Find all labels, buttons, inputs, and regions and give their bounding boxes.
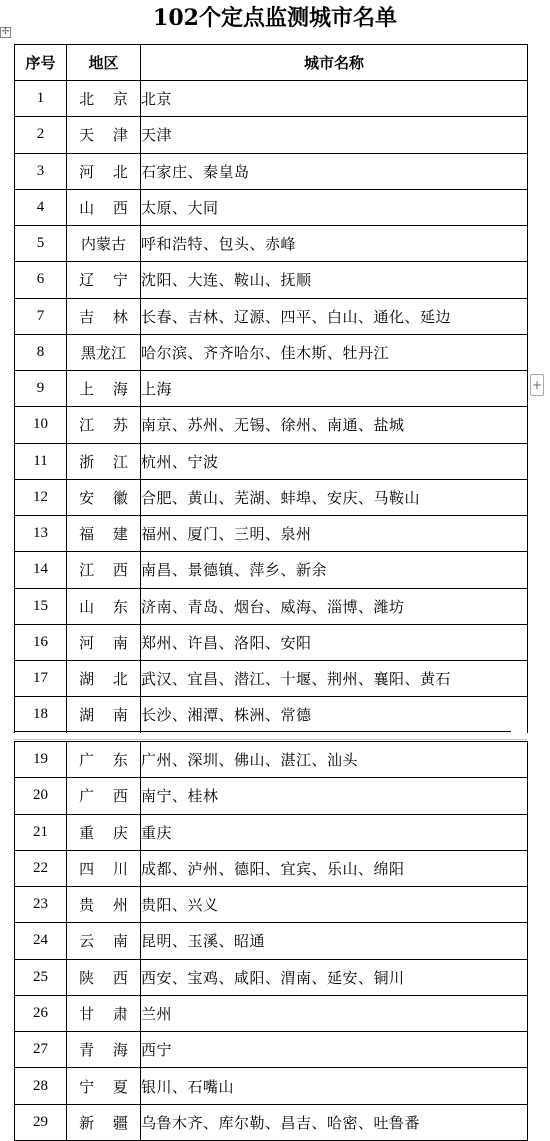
table-row: [15, 995, 528, 1031]
page-title: 102个定点监测城市名单: [153, 5, 397, 31]
row-cities-cell[interactable]: 福州、厦门、三明、泉州: [141, 516, 528, 552]
table-row: [15, 697, 528, 733]
row-no-cell[interactable]: 28: [15, 1068, 67, 1104]
row-no-cell[interactable]: 17: [15, 661, 67, 697]
row-region-cell[interactable]: 福 建: [67, 516, 141, 552]
table-move-handle-icon[interactable]: ✢: [1, 27, 10, 37]
table-row: [15, 778, 528, 814]
header-region: 地区: [67, 45, 141, 81]
city-table-page1: [14, 44, 528, 734]
row-region-cell[interactable]: 上 海: [67, 371, 141, 407]
row-no-cell[interactable]: 27: [15, 1032, 67, 1068]
row-cities-cell[interactable]: 成都、泸州、德阳、宜宾、乐山、绵阳: [141, 850, 528, 886]
row-region-cell[interactable]: 甘 肃: [67, 995, 141, 1031]
row-cities-cell[interactable]: 哈尔滨、齐齐哈尔、佳木斯、牡丹江: [141, 334, 528, 370]
row-region-cell[interactable]: 天 津: [67, 117, 141, 153]
row-region-cell[interactable]: 河 北: [67, 153, 141, 189]
table-row: [15, 742, 528, 778]
table-header-row: [15, 45, 528, 81]
table-row: [15, 516, 528, 552]
row-region-cell[interactable]: 广 东: [67, 742, 141, 778]
row-cities-cell[interactable]: 郑州、许昌、洛阳、安阳: [141, 624, 528, 660]
row-cities-cell[interactable]: 石家庄、秦皇岛: [141, 153, 528, 189]
add-row-button[interactable]: +: [530, 374, 544, 396]
row-no-cell[interactable]: 25: [15, 959, 67, 995]
row-cities-cell[interactable]: 昆明、玉溪、昭通: [141, 923, 528, 959]
row-no-cell[interactable]: 10: [15, 407, 67, 443]
row-region-cell[interactable]: 陕 西: [67, 959, 141, 995]
row-region-cell[interactable]: 四 川: [67, 850, 141, 886]
table-row: [15, 117, 528, 153]
row-region-cell[interactable]: 江 苏: [67, 407, 141, 443]
row-cities-cell[interactable]: 贵阳、兴义: [141, 887, 528, 923]
table-row: [15, 479, 528, 515]
row-region-cell[interactable]: 山 东: [67, 588, 141, 624]
row-cities-cell[interactable]: 天津: [141, 117, 528, 153]
row-cities-cell[interactable]: 银川、石嘴山: [141, 1068, 528, 1104]
page-break-line-faint: [14, 739, 527, 740]
row-no-cell[interactable]: 9: [15, 371, 67, 407]
row-cities-cell[interactable]: 乌鲁木齐、库尔勒、昌吉、哈密、吐鲁番: [141, 1104, 528, 1140]
row-cities-cell[interactable]: 合肥、黄山、芜湖、蚌埠、安庆、马鞍山: [141, 479, 528, 515]
row-no-cell[interactable]: 22: [15, 850, 67, 886]
row-no-cell[interactable]: 13: [15, 516, 67, 552]
row-no-cell[interactable]: 4: [15, 189, 67, 225]
row-cities-cell[interactable]: 长春、吉林、辽源、四平、白山、通化、延边: [141, 298, 528, 334]
city-table-page2: [14, 741, 528, 1141]
row-region-cell[interactable]: 贵 州: [67, 887, 141, 923]
table-row: [15, 1104, 528, 1140]
table-row: [15, 588, 528, 624]
row-cities-cell[interactable]: 北京: [141, 81, 528, 117]
row-no-cell[interactable]: 6: [15, 262, 67, 298]
row-region-cell[interactable]: 宁 夏: [67, 1068, 141, 1104]
header-no: 序号: [15, 45, 67, 81]
table-row: [15, 1032, 528, 1068]
table-row: [15, 226, 528, 262]
row-region-cell[interactable]: 广 西: [67, 778, 141, 814]
row-region-cell[interactable]: 北 京: [67, 81, 141, 117]
row-no-cell[interactable]: 16: [15, 624, 67, 660]
table-row: [15, 153, 528, 189]
row-no-cell[interactable]: 11: [15, 443, 67, 479]
table-row: [15, 407, 528, 443]
row-region-cell[interactable]: 重 庆: [67, 814, 141, 850]
table-row: [15, 959, 528, 995]
row-no-cell[interactable]: 19: [15, 742, 67, 778]
row-cities-cell[interactable]: 重庆: [141, 814, 528, 850]
row-region-cell[interactable]: 浙 江: [67, 443, 141, 479]
row-cities-cell[interactable]: 南昌、景德镇、萍乡、新余: [141, 552, 528, 588]
row-cities-cell[interactable]: 杭州、宁波: [141, 443, 528, 479]
table-row: [15, 334, 528, 370]
table-row: [15, 850, 528, 886]
row-no-cell[interactable]: 14: [15, 552, 67, 588]
row-no-cell[interactable]: 24: [15, 923, 67, 959]
row-no-cell[interactable]: 5: [15, 226, 67, 262]
table-row: [15, 552, 528, 588]
row-cities-cell[interactable]: 太原、大同: [141, 189, 528, 225]
row-region-cell[interactable]: 湖 北: [67, 661, 141, 697]
row-region-cell[interactable]: 云 南: [67, 923, 141, 959]
row-no-cell[interactable]: 21: [15, 814, 67, 850]
row-no-cell[interactable]: 12: [15, 479, 67, 515]
table-row: [15, 189, 528, 225]
row-region-cell[interactable]: 河 南: [67, 624, 141, 660]
row-region-cell[interactable]: 青 海: [67, 1032, 141, 1068]
table-row: [15, 814, 528, 850]
row-region-cell[interactable]: 山 西: [67, 189, 141, 225]
row-cities-cell[interactable]: 武汉、宜昌、潜江、十堰、荆州、襄阳、黄石: [141, 661, 528, 697]
table-row: [15, 262, 528, 298]
row-no-cell[interactable]: 3: [15, 153, 67, 189]
row-no-cell[interactable]: 15: [15, 588, 67, 624]
row-no-cell[interactable]: 7: [15, 298, 67, 334]
table-row: [15, 923, 528, 959]
row-cities-cell[interactable]: 南宁、桂林: [141, 778, 528, 814]
row-region-cell[interactable]: 湖 南: [67, 697, 141, 733]
row-cities-cell[interactable]: 兰州: [141, 995, 528, 1031]
table-row: [15, 624, 528, 660]
row-cities-cell[interactable]: 广州、深圳、佛山、湛江、汕头: [141, 742, 528, 778]
row-no-cell[interactable]: 1: [15, 81, 67, 117]
row-region-cell[interactable]: 黑龙江: [67, 334, 141, 370]
row-region-cell[interactable]: 内蒙古: [67, 226, 141, 262]
row-no-cell[interactable]: 8: [15, 334, 67, 370]
row-no-cell[interactable]: 18: [15, 697, 67, 733]
row-region-cell[interactable]: 新 疆: [67, 1104, 141, 1140]
row-region-cell[interactable]: 吉 林: [67, 298, 141, 334]
table-row: [15, 371, 528, 407]
page-break-line: [14, 731, 511, 732]
table-row: [15, 81, 528, 117]
row-cities-cell[interactable]: 沈阳、大连、鞍山、抚顺: [141, 262, 528, 298]
row-region-cell[interactable]: 辽 宁: [67, 262, 141, 298]
row-no-cell[interactable]: 29: [15, 1104, 67, 1140]
row-no-cell[interactable]: 26: [15, 995, 67, 1031]
row-cities-cell[interactable]: 南京、苏州、无锡、徐州、南通、盐城: [141, 407, 528, 443]
row-cities-cell[interactable]: 上海: [141, 371, 528, 407]
row-cities-cell[interactable]: 呼和浩特、包头、赤峰: [141, 226, 528, 262]
table-row: [15, 887, 528, 923]
row-no-cell[interactable]: 2: [15, 117, 67, 153]
table-row: [15, 298, 528, 334]
row-region-cell[interactable]: 江 西: [67, 552, 141, 588]
table-row: [15, 661, 528, 697]
row-region-cell[interactable]: 安 徽: [67, 479, 141, 515]
row-no-cell[interactable]: 20: [15, 778, 67, 814]
row-cities-cell[interactable]: 西宁: [141, 1032, 528, 1068]
header-cities: 城市名称: [141, 45, 528, 81]
table-row: [15, 1068, 528, 1104]
row-cities-cell[interactable]: 济南、青岛、烟台、威海、淄博、潍坊: [141, 588, 528, 624]
row-no-cell[interactable]: 23: [15, 887, 67, 923]
row-cities-cell[interactable]: 西安、宝鸡、咸阳、渭南、延安、铜川: [141, 959, 528, 995]
table-row: [15, 443, 528, 479]
row-cities-cell[interactable]: 长沙、湘潭、株洲、常德: [141, 697, 528, 733]
